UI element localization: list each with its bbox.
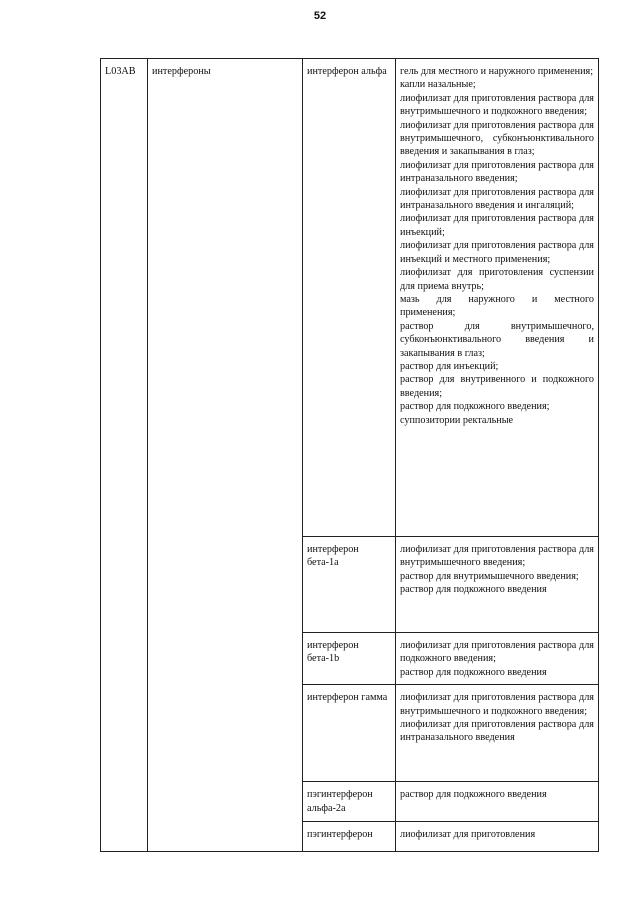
substance-cell: интерферон альфа (303, 59, 396, 537)
forms-cell (396, 537, 599, 633)
substance-cell: пэгинтерферон (303, 822, 396, 852)
dosage-form-item: лиофилизат для приготовления раствора для внутримышечного, субконъюнктивального введения и закапывания в глаз; (400, 119, 594, 158)
forms-cell (396, 633, 599, 685)
forms-cell (396, 822, 599, 852)
dosage-form-item: раствор для инъекций; (400, 360, 499, 372)
dosage-form-item: раствор для внутримышечного введения; (400, 570, 579, 582)
forms-cell (396, 59, 599, 537)
dosage-form-item: гель для местного и наружного применения; (400, 66, 594, 77)
dosage-form-item: лиофилизат для приготовления раствора для инъекций; (400, 213, 594, 238)
dosage-form-item: лиофилизат для приготовления (400, 829, 536, 841)
dosage-form-item: лиофилизат для приготовления раствора для внутримышечного и подкожного введения; (400, 692, 594, 717)
dosage-form-item: раствор для подкожного введения (400, 789, 547, 801)
dosage-form-item: лиофилизат для приготовления раствора для внутримышечного введения; (400, 544, 594, 569)
dosage-form-item: суппозитории ректальные (400, 414, 514, 426)
substance-cell: пэгинтерферон альфа-2a (303, 782, 396, 822)
forms-cell (396, 685, 599, 782)
dosage-form-item: лиофилизат для приготовления раствора для внутримышечного и подкожного введения; (400, 92, 594, 118)
table-row (101, 59, 599, 537)
dosage-form-item: капли назальные; (400, 79, 476, 91)
dosage-form-item: лиофилизат для приготовления раствора для интраназального введения; (400, 159, 594, 185)
dosage-form-item: лиофилизат для приготовления раствора для инъекций и местного применения; (400, 240, 594, 265)
dosage-form-item: мазь для наружного и местного применения; (400, 293, 594, 319)
forms-cell (396, 782, 599, 822)
group-name-cell: интерфероны (148, 59, 303, 852)
drug-table (100, 58, 599, 852)
substance-cell: интерферон бета-1b (303, 633, 396, 685)
dosage-form-item: раствор для внутримышечного, субконъюнктивального введения и закапывания в глаз; (400, 320, 594, 359)
dosage-form-item: раствор для подкожного введения; (400, 401, 550, 413)
dosage-form-item: лиофилизат для приготовления суспензии для приема внутрь; (400, 267, 594, 292)
dosage-form-item: раствор для подкожного введения (400, 584, 547, 596)
page-number: 52 (313, 10, 327, 22)
atc-code-cell: L03AB (101, 59, 148, 852)
dosage-form-item: раствор для внутривенного и подкожного введения; (400, 374, 594, 399)
dosage-form-item: раствор для подкожного введения (400, 666, 547, 678)
dosage-form-item: лиофилизат для приготовления раствора для подкожного введения; (400, 640, 594, 665)
substance-cell: интерферон бета-1a (303, 537, 396, 633)
dosage-form-item: лиофилизат для приготовления раствора для интраназального введения и ингаляций; (400, 186, 594, 212)
substance-cell: интерферон гамма (303, 685, 396, 782)
dosage-form-item: лиофилизат для приготовления раствора для интраназального введения (400, 719, 594, 744)
